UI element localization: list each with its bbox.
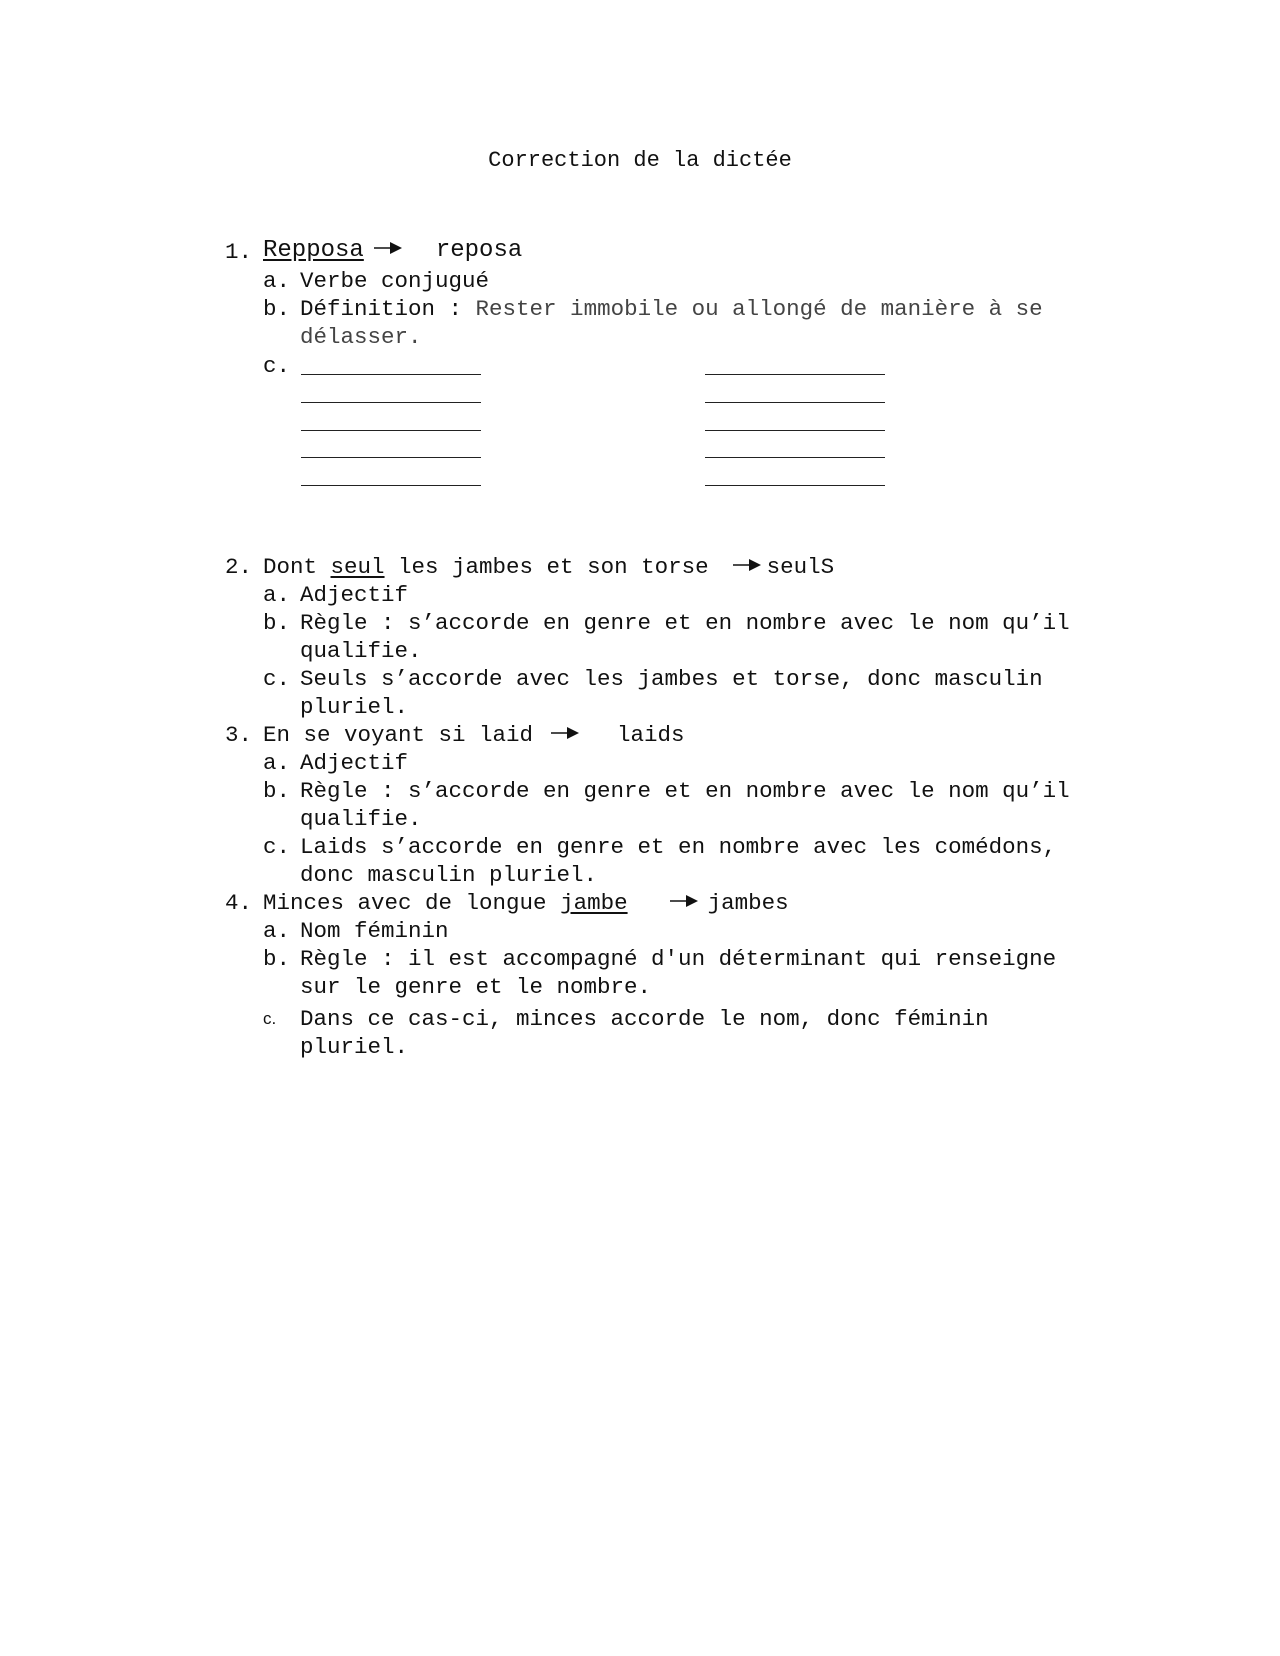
item-3-sub-c-text-cont: donc masculin pluriel.: [300, 862, 598, 888]
item-1-sub-b-marker: b.: [263, 296, 291, 322]
item-3-sub-b-text-cont: qualifie.: [300, 806, 422, 832]
item-3-sub-b-text: Règle : s’accorde en genre et en nombre avec le nom qu’il: [300, 778, 1070, 804]
page-title: Correction de la dictée: [488, 148, 792, 173]
item-1-sub-a-marker: a.: [263, 268, 291, 294]
item-3-number: 3.: [225, 722, 253, 748]
item-4-error: jambe: [560, 890, 628, 916]
item-2-correction: seulS: [766, 554, 835, 580]
arrow-right-icon: [374, 241, 402, 255]
definition-text: Rester immobile ou allongé de manière à se: [475, 296, 1043, 322]
arrow-right-icon: [733, 558, 761, 572]
item-4-number: 4.: [225, 890, 253, 916]
item-2-sub-b-marker: b.: [263, 610, 291, 636]
item-1-heading: [263, 237, 522, 265]
item-3-sub-a-text: Adjectif: [300, 750, 409, 776]
blank-line-left-1[interactable]: [301, 374, 481, 375]
item-2-heading: Dont seul les jambes et son torse seulS: [263, 554, 835, 580]
item-1-sub-c-marker: c.: [263, 353, 291, 379]
item-2-sub-a-marker: a.: [263, 582, 291, 608]
item-1-sub-a-text: Verbe conjugué: [300, 268, 490, 294]
item-3-heading: [263, 721, 685, 749]
item-2-sub-c-marker: c.: [263, 666, 291, 692]
item-3-sub-c-marker: c.: [263, 834, 291, 860]
blank-line-right-3[interactable]: [705, 430, 885, 431]
item-2-error: seul: [330, 554, 385, 580]
item-3-sub-c-text: Laids s’accorde en genre et en nombre avec les comédons,: [300, 834, 1057, 860]
item-4-sub-c-marker: c.: [263, 1009, 277, 1028]
blank-line-right-1[interactable]: [705, 374, 885, 375]
item-1-sub-b-text-cont: délasser.: [300, 324, 422, 350]
arrow-right-icon: [670, 894, 698, 908]
item-2-sub-b-text-cont: qualifie.: [300, 638, 422, 664]
item-4-correction: jambes: [707, 890, 789, 916]
blank-line-left-4[interactable]: [301, 457, 481, 458]
item-2-sub-b-text: Règle : s’accorde en genre et en nombre avec le nom qu’il: [300, 610, 1070, 636]
definition-label: Définition :: [300, 296, 463, 322]
item-4-sub-b-text: Règle : il est accompagné d'un déterminant qui renseigne: [300, 946, 1057, 972]
blank-line-left-2[interactable]: [301, 402, 481, 403]
blank-line-right-4[interactable]: [705, 457, 885, 458]
item-4-sub-a-marker: a.: [263, 918, 291, 944]
blank-line-left-3[interactable]: [301, 430, 481, 431]
item-3-sub-b-marker: b.: [263, 778, 291, 804]
item-4-sub-b-text-cont: sur le genre et le nombre.: [300, 974, 652, 1000]
arrow-right-icon: [551, 726, 579, 740]
item-2-number: 2.: [225, 554, 253, 580]
blank-line-right-2[interactable]: [705, 402, 885, 403]
item-3-sub-a-marker: a.: [263, 750, 291, 776]
blank-line-right-5[interactable]: [705, 485, 885, 486]
item-2-sub-c-text: Seuls s’accorde avec les jambes et torse, donc masculin: [300, 666, 1043, 692]
item-4-sub-b-marker: b.: [263, 946, 291, 972]
item-4-sub-c-text: Dans ce cas-ci, minces accorde le nom, donc féminin: [300, 1006, 989, 1032]
item-1-number: 1.: [225, 239, 253, 265]
item-4-sub-a-text: Nom féminin: [300, 918, 449, 944]
item-3-correction: laids: [617, 722, 685, 748]
blank-line-left-5[interactable]: [301, 485, 481, 486]
item-2-sub-a-text: Adjectif: [300, 582, 409, 608]
item-4-heading: Minces avec de longue jambe jambes: [263, 890, 789, 916]
item-1-error: Repposa: [263, 237, 364, 264]
item-1-sub-b-line: [300, 295, 1043, 323]
item-3-text: En se voyant si laid: [263, 722, 534, 748]
item-4-sub-c-text-cont: pluriel.: [300, 1034, 409, 1060]
item-2-sub-c-text-cont: pluriel.: [300, 694, 409, 720]
item-1-correction: reposa: [435, 237, 523, 264]
